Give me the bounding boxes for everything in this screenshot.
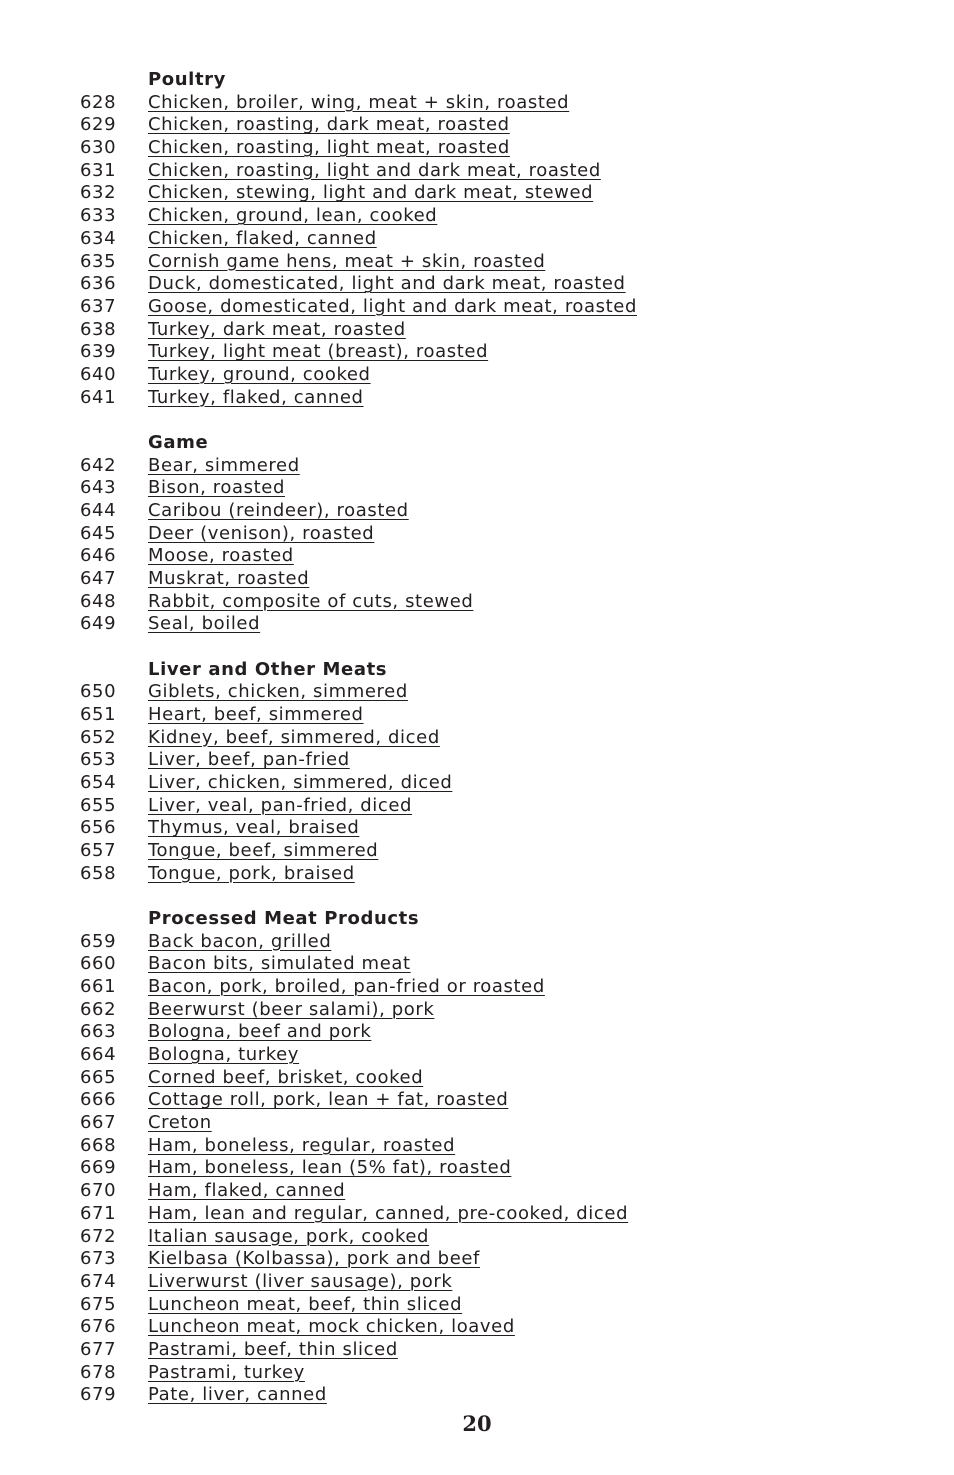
- list-item[interactable]: [80, 160, 637, 183]
- item-number: 664: [80, 1044, 117, 1065]
- item-label: Turkey, light meat (breast), roasted: [148, 341, 489, 363]
- item-label: Turkey, dark meat, roasted: [148, 318, 406, 340]
- item-number: 656: [80, 817, 117, 839]
- item-label: Corned beef, brisket, cooked: [148, 1066, 424, 1088]
- item-number: 677: [80, 1338, 117, 1360]
- list-item[interactable]: [80, 114, 637, 137]
- list-item[interactable]: [80, 1226, 637, 1249]
- item-label: Bison, roasted: [148, 477, 285, 499]
- item-label: Chicken, stewing, light and dark meat, stewed: [148, 182, 594, 204]
- item-number: 669: [80, 1157, 117, 1179]
- item-number: 663: [80, 1021, 117, 1043]
- list-item[interactable]: [80, 205, 637, 228]
- item-number: 641: [80, 386, 117, 408]
- item-label: Liverwurst (liver sausage), pork: [148, 1270, 453, 1292]
- item-label: Caribou (reindeer), roasted: [148, 499, 409, 521]
- item-number: 628: [80, 91, 117, 113]
- section-heading-game: Game: [148, 431, 209, 453]
- item-label: Ham, flaked, canned: [148, 1180, 346, 1202]
- list-item[interactable]: [80, 1044, 637, 1067]
- list-item[interactable]: [80, 387, 637, 410]
- item-label: Bologna, beef and pork: [148, 1021, 372, 1043]
- page-number: 20: [462, 1411, 492, 1436]
- item-label: Luncheon meat, beef, thin sliced: [148, 1293, 463, 1315]
- item-label: Bear, simmered: [148, 454, 300, 476]
- item-label: Chicken, ground, lean, cooked: [148, 205, 438, 227]
- item-label: Giblets, chicken, simmered: [148, 681, 408, 703]
- list-item[interactable]: [80, 1021, 637, 1044]
- list-item[interactable]: [80, 817, 637, 840]
- list-item[interactable]: [80, 477, 637, 500]
- list-item[interactable]: [80, 319, 637, 342]
- section-spacer: [80, 885, 637, 908]
- list-item[interactable]: [80, 523, 637, 546]
- item-number: 644: [80, 499, 117, 521]
- list-item[interactable]: [80, 1316, 637, 1339]
- item-label: Bacon, pork, broiled, pan-fried or roasted: [148, 975, 545, 997]
- item-label: Seal, boiled: [148, 613, 261, 635]
- list-item[interactable]: [80, 840, 637, 863]
- item-label: Ham, boneless, regular, roasted: [148, 1134, 456, 1156]
- list-item[interactable]: [80, 1294, 637, 1317]
- item-label: Ham, lean and regular, canned, pre-cooked, diced: [148, 1202, 629, 1224]
- item-number: 629: [80, 114, 117, 136]
- item-number: 647: [80, 567, 117, 589]
- item-number: 653: [80, 749, 117, 771]
- list-item[interactable]: [80, 182, 637, 205]
- item-label: Rabbit, composite of cuts, stewed: [148, 590, 474, 612]
- item-number: 635: [80, 250, 117, 272]
- item-number: 642: [80, 454, 117, 476]
- list-item[interactable]: [80, 545, 637, 568]
- item-number: 665: [80, 1066, 117, 1088]
- item-label: Liver, veal, pan-fried, diced: [148, 794, 413, 816]
- item-number: 632: [80, 182, 117, 204]
- item-label: Thymus, veal, braised: [148, 817, 360, 839]
- section-spacer: [80, 409, 637, 432]
- item-number: 659: [80, 930, 117, 952]
- section-heading-poultry: Poultry: [148, 69, 226, 90]
- item-number: 662: [80, 998, 117, 1020]
- item-label: Kidney, beef, simmered, diced: [148, 726, 440, 748]
- item-number: 637: [80, 295, 117, 317]
- list-item[interactable]: [80, 976, 637, 999]
- list-item[interactable]: [80, 92, 637, 115]
- item-label: Chicken, roasting, light and dark meat, roasted: [148, 159, 601, 181]
- list-item[interactable]: [80, 1157, 637, 1180]
- item-number: 651: [80, 703, 117, 725]
- item-number: 646: [80, 545, 117, 567]
- item-number: 654: [80, 771, 117, 793]
- item-number: 675: [80, 1293, 117, 1315]
- item-number: 648: [80, 590, 117, 612]
- item-label: Back bacon, grilled: [148, 930, 332, 952]
- list-item[interactable]: [80, 863, 637, 886]
- item-number: 668: [80, 1134, 117, 1156]
- list-item[interactable]: [80, 137, 637, 160]
- item-label: Deer (venison), roasted: [148, 522, 375, 544]
- item-label: Italian sausage, pork, cooked: [148, 1225, 430, 1247]
- item-number: 658: [80, 862, 117, 884]
- item-label: Kielbasa (Kolbassa), pork and beef: [148, 1248, 480, 1270]
- item-label: Turkey, flaked, canned: [148, 386, 364, 408]
- list-item[interactable]: [80, 1203, 637, 1226]
- item-label: Chicken, roasting, dark meat, roasted: [148, 114, 510, 136]
- item-number: 650: [80, 681, 117, 703]
- list-item[interactable]: [80, 296, 637, 319]
- item-number: 676: [80, 1316, 117, 1338]
- item-label: Ham, boneless, lean (5% fat), roasted: [148, 1157, 512, 1179]
- item-label: Muskrat, roasted: [148, 567, 310, 589]
- item-number: 670: [80, 1180, 117, 1202]
- list-item[interactable]: [80, 795, 637, 818]
- item-number: 634: [80, 227, 117, 249]
- item-label: Duck, domesticated, light and dark meat, roasted: [148, 273, 626, 295]
- item-label: Moose, roasted: [148, 545, 294, 567]
- section-heading-liver-and-other-meats: Liver and Other Meats: [148, 658, 388, 680]
- item-number: 674: [80, 1270, 117, 1292]
- item-number: 649: [80, 613, 117, 635]
- item-number: 666: [80, 1089, 117, 1111]
- item-label: Heart, beef, simmered: [148, 703, 364, 725]
- list-item[interactable]: [80, 999, 637, 1022]
- list-item[interactable]: [80, 228, 637, 251]
- item-label: Luncheon meat, mock chicken, loaved: [148, 1316, 515, 1338]
- item-number: 673: [80, 1248, 117, 1270]
- list-item[interactable]: [80, 364, 637, 387]
- item-label: Chicken, roasting, light meat, roasted: [148, 137, 510, 159]
- item-label: Bacon bits, simulated meat: [148, 953, 411, 975]
- item-number: 657: [80, 840, 117, 861]
- list-item[interactable]: [80, 749, 637, 772]
- list-item[interactable]: [80, 1362, 637, 1385]
- item-label: Goose, domesticated, light and dark meat, roasted: [148, 295, 638, 317]
- list-item[interactable]: [80, 1112, 637, 1135]
- item-label: Tongue, pork, braised: [148, 862, 355, 884]
- list-item[interactable]: [80, 953, 637, 976]
- list-item[interactable]: [80, 1271, 637, 1294]
- list-item[interactable]: [80, 1067, 637, 1090]
- item-number: 661: [80, 975, 117, 997]
- item-label: Chicken, broiler, wing, meat + skin, roasted: [148, 91, 570, 113]
- item-label: Tongue, beef, simmered: [148, 840, 379, 861]
- item-label: Bologna, turkey: [148, 1044, 300, 1065]
- item-number: 672: [80, 1225, 117, 1247]
- list-item[interactable]: [80, 681, 637, 704]
- item-label: Turkey, ground, cooked: [148, 363, 371, 385]
- item-number: 636: [80, 273, 117, 295]
- item-label: Creton: [148, 1112, 212, 1134]
- list-item[interactable]: [80, 251, 637, 274]
- item-number: 630: [80, 137, 117, 159]
- list-item[interactable]: [80, 591, 637, 614]
- item-number: 655: [80, 794, 117, 816]
- item-number: 645: [80, 522, 117, 544]
- list-item[interactable]: [80, 1339, 637, 1362]
- item-label: Liver, chicken, simmered, diced: [148, 771, 453, 793]
- item-number: 667: [80, 1112, 117, 1134]
- list-item[interactable]: [80, 1384, 637, 1407]
- item-label: Pastrami, beef, thin sliced: [148, 1338, 398, 1360]
- section-spacer: [80, 636, 637, 659]
- list-item[interactable]: [80, 455, 637, 478]
- item-number: 660: [80, 953, 117, 975]
- list-item[interactable]: [80, 1089, 637, 1112]
- item-number: 652: [80, 726, 117, 748]
- item-number: 671: [80, 1202, 117, 1224]
- item-number: 633: [80, 205, 117, 227]
- item-label: Cornish game hens, meat + skin, roasted: [148, 250, 546, 272]
- list-item[interactable]: [80, 1135, 637, 1158]
- food-list: [80, 69, 637, 1407]
- list-item[interactable]: [80, 613, 637, 636]
- list-item[interactable]: [80, 931, 637, 954]
- list-item[interactable]: [80, 1180, 637, 1203]
- item-number: 679: [80, 1384, 117, 1406]
- item-number: 643: [80, 477, 117, 499]
- item-label: Pastrami, turkey: [148, 1361, 305, 1383]
- list-item[interactable]: [80, 341, 637, 364]
- item-label: Beerwurst (beer salami), pork: [148, 998, 435, 1020]
- list-item[interactable]: [80, 772, 637, 795]
- list-item[interactable]: [80, 273, 637, 296]
- list-item[interactable]: [80, 568, 637, 591]
- item-number: 631: [80, 159, 117, 181]
- item-label: Pate, liver, canned: [148, 1384, 327, 1406]
- item-number: 678: [80, 1361, 117, 1383]
- item-label: Chicken, flaked, canned: [148, 227, 377, 249]
- section-heading-processed-meat-products: Processed Meat Products: [148, 907, 420, 929]
- item-label: Cottage roll, pork, lean + fat, roasted: [148, 1089, 509, 1111]
- item-number: 639: [80, 341, 117, 363]
- item-label: Liver, beef, pan-fried: [148, 749, 350, 771]
- list-item[interactable]: [80, 500, 637, 523]
- item-number: 638: [80, 318, 117, 340]
- list-item[interactable]: [80, 727, 637, 750]
- list-item[interactable]: [80, 704, 637, 727]
- list-item[interactable]: [80, 1248, 637, 1271]
- item-number: 640: [80, 363, 117, 385]
